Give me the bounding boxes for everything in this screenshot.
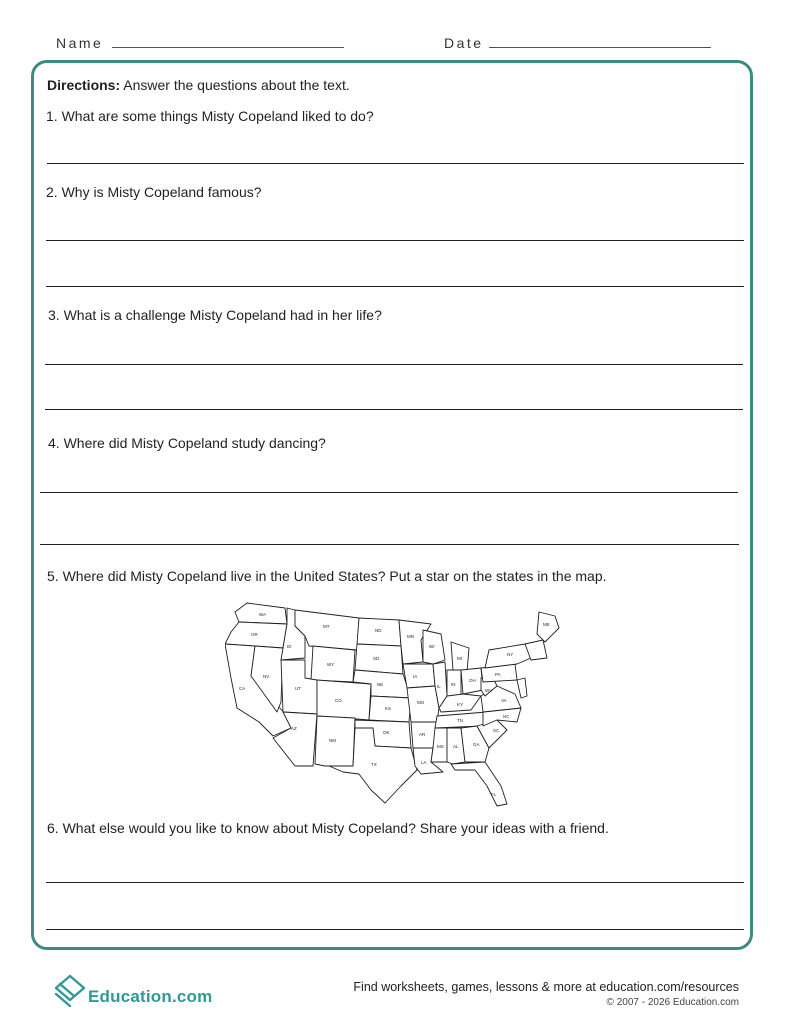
directions-text: Answer the questions about the text. bbox=[123, 77, 350, 93]
svg-text:KS: KS bbox=[385, 706, 392, 711]
date-label: Date bbox=[444, 35, 484, 51]
state-md-de[interactable] bbox=[517, 678, 527, 698]
state-ia[interactable] bbox=[403, 664, 435, 688]
svg-text:AL: AL bbox=[453, 744, 459, 749]
svg-text:NC: NC bbox=[503, 714, 510, 719]
education-logo-text[interactable]: Education.com bbox=[88, 987, 213, 1006]
question-2: 2. Why is Misty Copeland famous? bbox=[46, 184, 262, 200]
svg-text:AR: AR bbox=[419, 732, 426, 737]
svg-text:FL: FL bbox=[491, 792, 497, 797]
answer-line[interactable] bbox=[46, 882, 744, 883]
svg-text:TX: TX bbox=[371, 762, 377, 767]
answer-line[interactable] bbox=[45, 409, 743, 410]
svg-text:SD: SD bbox=[373, 656, 380, 661]
svg-text:IN: IN bbox=[451, 682, 456, 687]
state-me[interactable] bbox=[537, 612, 559, 642]
footer-tagline: Find worksheets, games, lessons & more at education.com/resources bbox=[353, 980, 739, 994]
svg-text:OH: OH bbox=[469, 678, 476, 683]
name-label: Name bbox=[56, 35, 104, 51]
answer-line[interactable] bbox=[40, 492, 738, 493]
svg-text:NV: NV bbox=[263, 674, 270, 679]
svg-text:AZ: AZ bbox=[291, 726, 297, 731]
answer-line[interactable] bbox=[47, 163, 744, 164]
directions-label: Directions: bbox=[47, 77, 121, 93]
name-field[interactable] bbox=[112, 47, 344, 48]
svg-text:NY: NY bbox=[507, 652, 514, 657]
state-co[interactable] bbox=[317, 680, 371, 720]
svg-text:NE: NE bbox=[377, 682, 384, 687]
svg-text:MO: MO bbox=[417, 700, 425, 705]
state-fl[interactable] bbox=[451, 762, 507, 806]
svg-text:ID: ID bbox=[287, 644, 292, 649]
svg-text:MN: MN bbox=[407, 634, 414, 639]
svg-text:CA: CA bbox=[239, 686, 246, 691]
svg-text:VA: VA bbox=[501, 698, 507, 703]
svg-text:SC: SC bbox=[493, 728, 500, 733]
us-map[interactable] bbox=[225, 598, 560, 813]
svg-text:KY: KY bbox=[457, 702, 464, 707]
svg-text:UT: UT bbox=[295, 686, 301, 691]
svg-text:OK: OK bbox=[383, 730, 390, 735]
svg-text:ND: ND bbox=[375, 628, 382, 633]
svg-text:WV: WV bbox=[485, 688, 493, 693]
education-logo-icon[interactable] bbox=[50, 972, 90, 1008]
question-1: 1. What are some things Misty Copeland liked to do? bbox=[46, 108, 374, 124]
question-6: 6. What else would you like to know about Misty Copeland? Share your ideas with a friend. bbox=[47, 820, 609, 836]
svg-text:MT: MT bbox=[323, 624, 330, 629]
svg-text:IL: IL bbox=[437, 684, 441, 689]
footer-copyright: © 2007 - 2026 Education.com bbox=[606, 997, 739, 1008]
question-5: 5. Where did Misty Copeland live in the United States? Put a star on the states in the map. bbox=[47, 568, 607, 584]
question-3: 3. What is a challenge Misty Copeland had in her life? bbox=[48, 307, 382, 323]
svg-text:LA: LA bbox=[421, 760, 427, 765]
svg-text:OR: OR bbox=[251, 632, 258, 637]
svg-text:GA: GA bbox=[473, 742, 480, 747]
svg-text:MI: MI bbox=[457, 656, 462, 661]
svg-text:ME: ME bbox=[543, 622, 550, 627]
svg-text:WI: WI bbox=[429, 644, 435, 649]
svg-text:PA: PA bbox=[495, 672, 501, 677]
answer-line[interactable] bbox=[46, 286, 744, 287]
answer-line[interactable] bbox=[46, 240, 744, 241]
answer-line[interactable] bbox=[40, 544, 739, 545]
directions bbox=[47, 76, 350, 94]
svg-text:MS: MS bbox=[437, 744, 444, 749]
answer-line[interactable] bbox=[46, 929, 744, 930]
question-4: 4. Where did Misty Copeland study dancing? bbox=[48, 435, 326, 451]
date-field[interactable] bbox=[489, 47, 711, 48]
svg-text:WY: WY bbox=[327, 662, 335, 667]
svg-text:CO: CO bbox=[335, 698, 342, 703]
svg-text:WA: WA bbox=[259, 612, 267, 617]
svg-text:NM: NM bbox=[329, 738, 336, 743]
svg-text:IA: IA bbox=[413, 674, 418, 679]
svg-text:TN: TN bbox=[457, 718, 463, 723]
answer-line[interactable] bbox=[45, 364, 743, 365]
